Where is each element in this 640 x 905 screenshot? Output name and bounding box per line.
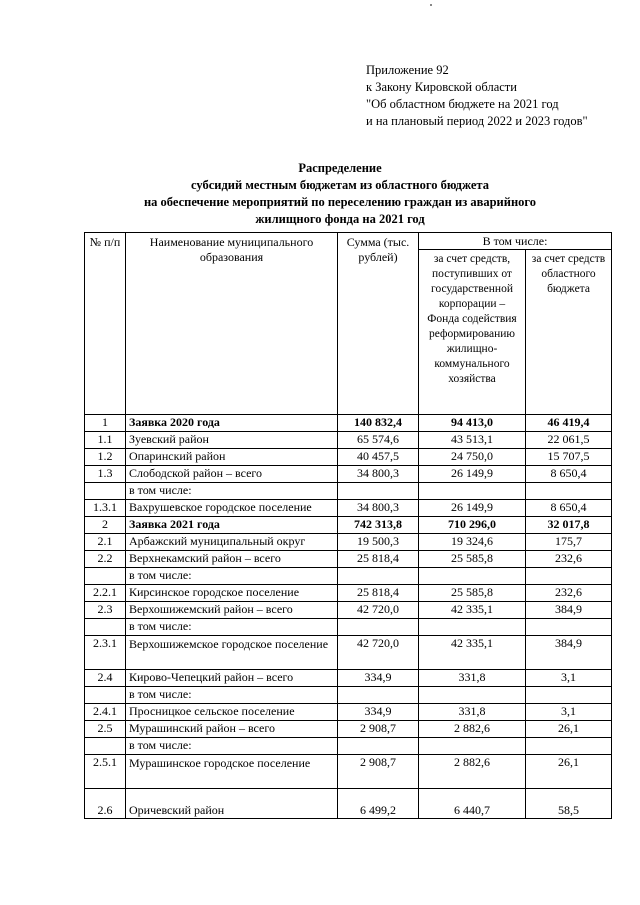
row-fund-amount: 43 513,1 bbox=[419, 432, 526, 449]
table-row bbox=[85, 687, 612, 704]
annex-line: "Об областном бюджете на 2021 год bbox=[366, 97, 559, 111]
row-regional-amount bbox=[526, 483, 612, 500]
table-row bbox=[85, 704, 612, 721]
row-sum: 742 313,8 bbox=[338, 517, 419, 534]
row-number bbox=[85, 483, 126, 500]
row-sum: 34 800,3 bbox=[338, 500, 419, 517]
table-row bbox=[85, 755, 612, 789]
row-sum bbox=[338, 619, 419, 636]
table-row bbox=[85, 432, 612, 449]
row-name: Арбажский муниципальный округ bbox=[126, 534, 338, 551]
table-row bbox=[85, 585, 612, 602]
row-regional-amount: 26,1 bbox=[526, 755, 612, 789]
row-number bbox=[85, 619, 126, 636]
row-sum: 2 908,7 bbox=[338, 755, 419, 789]
row-number bbox=[85, 568, 126, 585]
row-number: 2.5 bbox=[85, 721, 126, 738]
row-name: Верхошижемский район – всего bbox=[126, 602, 338, 619]
header-num: № п/п bbox=[85, 233, 126, 415]
header-sum: Сумма (тыс. рублей) bbox=[338, 233, 419, 415]
row-regional-amount: 175,7 bbox=[526, 534, 612, 551]
row-fund-amount bbox=[419, 483, 526, 500]
table-row bbox=[85, 789, 612, 819]
table-row bbox=[85, 483, 612, 500]
row-sum bbox=[338, 687, 419, 704]
row-regional-amount: 3,1 bbox=[526, 704, 612, 721]
row-fund-amount bbox=[419, 687, 526, 704]
row-fund-amount: 19 324,6 bbox=[419, 534, 526, 551]
row-name: Просницкое сельское поселение bbox=[126, 704, 338, 721]
document-title bbox=[60, 160, 620, 228]
annex-line: и на плановый период 2022 и 2023 годов" bbox=[366, 114, 588, 128]
row-sum: 40 457,5 bbox=[338, 449, 419, 466]
row-number: 1.2 bbox=[85, 449, 126, 466]
row-name: Слободской район – всего bbox=[126, 466, 338, 483]
row-number: 1 bbox=[85, 415, 126, 432]
table-row bbox=[85, 670, 612, 687]
row-fund-amount: 6 440,7 bbox=[419, 789, 526, 819]
row-name: Мурашинский район – всего bbox=[126, 721, 338, 738]
row-number: 2.3 bbox=[85, 602, 126, 619]
row-regional-amount: 384,9 bbox=[526, 602, 612, 619]
row-fund-amount: 26 149,9 bbox=[419, 466, 526, 483]
header-name: Наименование муниципального образования bbox=[126, 233, 338, 415]
row-sum bbox=[338, 738, 419, 755]
row-regional-amount: 384,9 bbox=[526, 636, 612, 670]
table-row bbox=[85, 619, 612, 636]
row-number: 1.1 bbox=[85, 432, 126, 449]
row-number bbox=[85, 738, 126, 755]
row-number: 1.3.1 bbox=[85, 500, 126, 517]
row-regional-amount: 8 650,4 bbox=[526, 500, 612, 517]
row-regional-amount: 32 017,8 bbox=[526, 517, 612, 534]
title-line: субсидий местным бюджетам из областного бюджета bbox=[191, 178, 489, 192]
row-fund-amount: 26 149,9 bbox=[419, 500, 526, 517]
row-name: Кирсинское городское поселение bbox=[126, 585, 338, 602]
row-regional-amount bbox=[526, 619, 612, 636]
row-regional-amount bbox=[526, 738, 612, 755]
annex-line: Приложение 92 bbox=[366, 63, 449, 77]
table-row bbox=[85, 636, 612, 670]
row-sum: 25 818,4 bbox=[338, 551, 419, 568]
table-row bbox=[85, 602, 612, 619]
table-row bbox=[85, 551, 612, 568]
row-name: Вахрушевское городское поселение bbox=[126, 500, 338, 517]
row-number: 2 bbox=[85, 517, 126, 534]
table-body bbox=[85, 415, 612, 819]
row-name: в том числе: bbox=[126, 568, 338, 585]
row-regional-amount bbox=[526, 568, 612, 585]
table-row bbox=[85, 721, 612, 738]
row-number: 2.6 bbox=[85, 789, 126, 819]
row-regional-amount bbox=[526, 687, 612, 704]
row-fund-amount bbox=[419, 738, 526, 755]
title-line: на обеспечение мероприятий по переселению граждан из аварийного bbox=[143, 195, 537, 209]
row-fund-amount: 710 296,0 bbox=[419, 517, 526, 534]
row-number: 1.3 bbox=[85, 466, 126, 483]
row-fund-amount: 25 585,8 bbox=[419, 551, 526, 568]
table-row bbox=[85, 500, 612, 517]
row-fund-amount: 331,8 bbox=[419, 704, 526, 721]
table-row bbox=[85, 466, 612, 483]
row-number bbox=[85, 687, 126, 704]
table-row bbox=[85, 449, 612, 466]
row-number: 2.2.1 bbox=[85, 585, 126, 602]
row-regional-amount: 3,1 bbox=[526, 670, 612, 687]
row-regional-amount: 232,6 bbox=[526, 585, 612, 602]
row-name: Опаринский район bbox=[126, 449, 338, 466]
row-sum: 65 574,6 bbox=[338, 432, 419, 449]
row-sum: 140 832,4 bbox=[338, 415, 419, 432]
header-including: В том числе: bbox=[419, 233, 612, 250]
row-fund-amount: 25 585,8 bbox=[419, 585, 526, 602]
row-fund-amount bbox=[419, 619, 526, 636]
row-name: в том числе: bbox=[126, 687, 338, 704]
row-name: Заявка 2021 года bbox=[126, 517, 338, 534]
table-row bbox=[85, 517, 612, 534]
row-fund-amount: 2 882,6 bbox=[419, 755, 526, 789]
row-sum: 42 720,0 bbox=[338, 602, 419, 619]
row-name: Кирово-Чепецкий район – всего bbox=[126, 670, 338, 687]
annex-block bbox=[366, 62, 588, 130]
row-fund-amount: 42 335,1 bbox=[419, 636, 526, 670]
row-fund-amount: 331,8 bbox=[419, 670, 526, 687]
row-fund-amount: 24 750,0 bbox=[419, 449, 526, 466]
title-line: жилищного фонда на 2021 год bbox=[255, 212, 425, 226]
table-row bbox=[85, 534, 612, 551]
title-line: Распределение bbox=[298, 161, 382, 175]
subsidy-table bbox=[84, 232, 612, 819]
row-sum: 6 499,2 bbox=[338, 789, 419, 819]
row-regional-amount: 232,6 bbox=[526, 551, 612, 568]
row-sum: 334,9 bbox=[338, 704, 419, 721]
row-sum bbox=[338, 483, 419, 500]
row-regional-amount: 22 061,5 bbox=[526, 432, 612, 449]
row-regional-amount: 8 650,4 bbox=[526, 466, 612, 483]
row-regional-amount: 26,1 bbox=[526, 721, 612, 738]
row-regional-amount: 46 419,4 bbox=[526, 415, 612, 432]
row-fund-amount bbox=[419, 568, 526, 585]
table-row bbox=[85, 415, 612, 432]
row-number: 2.5.1 bbox=[85, 755, 126, 789]
row-number: 2.1 bbox=[85, 534, 126, 551]
row-sum: 19 500,3 bbox=[338, 534, 419, 551]
header-fund: за счет средств, поступивших от государственной корпорации – Фонда содействия реформированию жилищно-коммунального хозяйства bbox=[419, 250, 526, 415]
row-regional-amount: 15 707,5 bbox=[526, 449, 612, 466]
row-name: в том числе: bbox=[126, 738, 338, 755]
row-sum: 34 800,3 bbox=[338, 466, 419, 483]
row-name: Оричевский район bbox=[126, 789, 338, 819]
row-name: Мурашинское городское поселение bbox=[126, 755, 338, 789]
row-name: Заявка 2020 года bbox=[126, 415, 338, 432]
row-sum bbox=[338, 568, 419, 585]
row-name: Верхошижемское городское поселение bbox=[126, 636, 338, 670]
row-name: в том числе: bbox=[126, 483, 338, 500]
table-row bbox=[85, 738, 612, 755]
row-fund-amount: 2 882,6 bbox=[419, 721, 526, 738]
row-name: Зуевский район bbox=[126, 432, 338, 449]
scan-speck bbox=[430, 4, 432, 6]
row-number: 2.4 bbox=[85, 670, 126, 687]
row-sum: 2 908,7 bbox=[338, 721, 419, 738]
row-number: 2.3.1 bbox=[85, 636, 126, 670]
row-fund-amount: 42 335,1 bbox=[419, 602, 526, 619]
row-sum: 42 720,0 bbox=[338, 636, 419, 670]
annex-line: к Закону Кировской области bbox=[366, 80, 517, 94]
row-number: 2.4.1 bbox=[85, 704, 126, 721]
row-sum: 25 818,4 bbox=[338, 585, 419, 602]
table-row bbox=[85, 568, 612, 585]
row-fund-amount: 94 413,0 bbox=[419, 415, 526, 432]
row-name: Верхнекамский район – всего bbox=[126, 551, 338, 568]
table-header-row bbox=[85, 233, 612, 250]
header-regional: за счет средств областного бюджета bbox=[526, 250, 612, 415]
row-number: 2.2 bbox=[85, 551, 126, 568]
row-sum: 334,9 bbox=[338, 670, 419, 687]
row-name: в том числе: bbox=[126, 619, 338, 636]
row-regional-amount: 58,5 bbox=[526, 789, 612, 819]
